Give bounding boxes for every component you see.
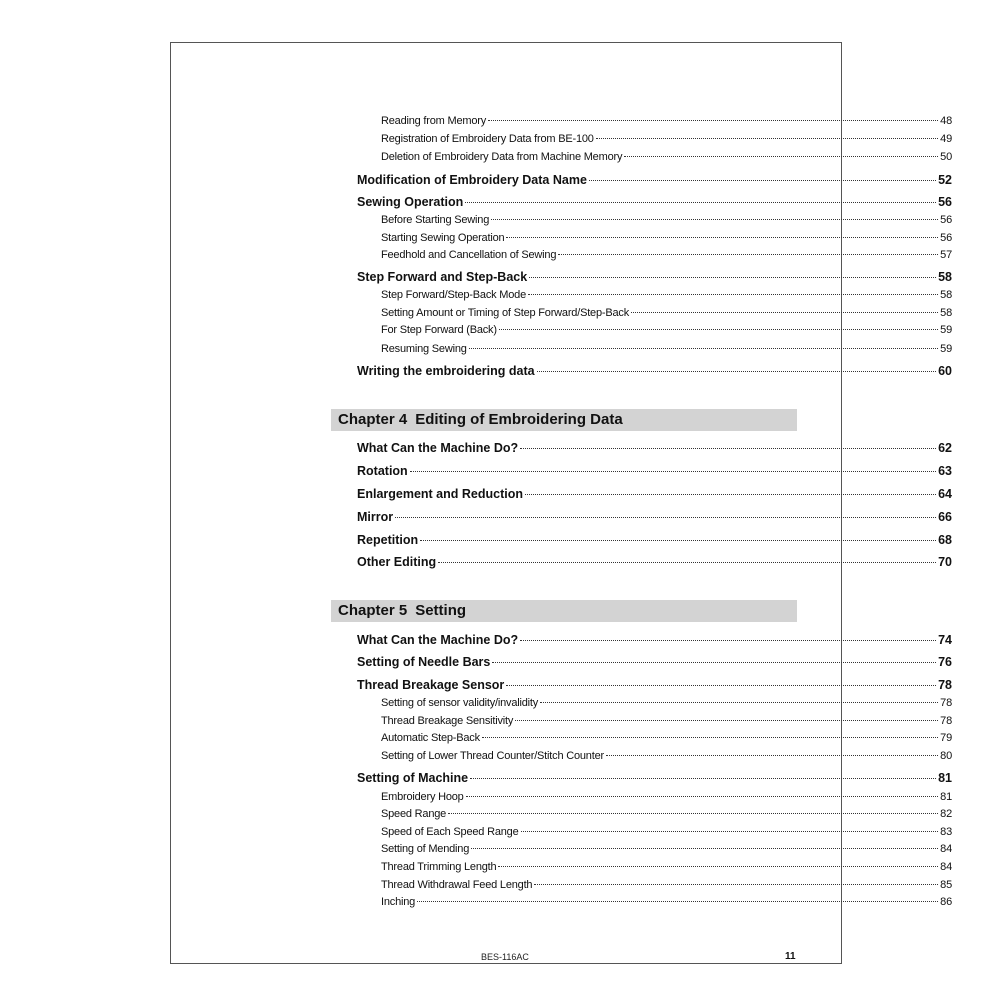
toc-entry-label: Automatic Step-Back (381, 732, 480, 744)
toc-entry-label: Setting of Lower Thread Counter/Stitch Counter (381, 750, 604, 762)
toc-entry-label: Resuming Sewing (381, 343, 467, 355)
dot-leader (506, 237, 938, 238)
toc-entry-page: 50 (940, 151, 952, 163)
toc-section-label: What Can the Machine Do? (357, 633, 519, 647)
toc-section-label: Thread Breakage Sensor (357, 678, 505, 692)
toc-section-label: Setting of Machine (357, 771, 469, 785)
toc-entry (381, 826, 952, 838)
dot-leader (470, 778, 936, 779)
toc-entry-page: 49 (940, 133, 952, 145)
toc-section (357, 510, 952, 524)
dot-leader (537, 371, 937, 372)
chapter-number: Chapter 5 (338, 602, 408, 619)
toc-entry-label: Inching (381, 896, 416, 908)
toc-entry (381, 808, 952, 820)
toc-section (357, 364, 952, 378)
toc-section-label: Sewing Operation (357, 195, 464, 209)
toc-entry-page: 80 (940, 750, 952, 762)
toc-section (357, 270, 952, 284)
toc-section (357, 555, 952, 569)
toc-entry (381, 324, 952, 336)
dot-leader (417, 901, 938, 902)
toc-entry-page: 78 (940, 697, 952, 709)
toc-section (357, 771, 952, 785)
toc-section (357, 195, 952, 209)
toc-entry (381, 697, 952, 709)
toc-section-page: 52 (938, 173, 952, 187)
toc-section-page: 66 (938, 510, 952, 524)
toc-section-label: Other Editing (357, 555, 437, 569)
toc-entry-label: Thread Breakage Sensitivity (381, 715, 514, 727)
toc-entry (381, 791, 952, 803)
chapter-number: Chapter 4 (338, 411, 408, 428)
dot-leader (448, 813, 938, 814)
toc-section-page: 56 (938, 195, 952, 209)
toc-section-page: 64 (938, 487, 952, 501)
dot-leader (624, 156, 938, 157)
toc-entry-label: Step Forward/Step-Back Mode (381, 289, 527, 301)
dot-leader (498, 866, 938, 867)
toc-section-label: Repetition (357, 533, 419, 547)
dot-leader (438, 562, 936, 563)
dot-leader (596, 138, 938, 139)
toc-entry-label: Feedhold and Cancellation of Sewing (381, 249, 557, 261)
toc-entry-label: For Step Forward (Back) (381, 324, 497, 336)
toc-entry-page: 48 (940, 115, 952, 127)
dot-leader (471, 848, 938, 849)
dot-leader (395, 517, 936, 518)
toc-entry (381, 133, 952, 145)
toc-entry-page: 86 (940, 896, 952, 908)
toc-section-page: 68 (938, 533, 952, 547)
footer-page-number: 11 (785, 951, 796, 962)
toc-entry (381, 151, 952, 163)
toc-entry-label: Setting Amount or Timing of Step Forward/Step-Back (381, 307, 630, 319)
toc-section-page: 78 (938, 678, 952, 692)
toc-section-page: 81 (938, 771, 952, 785)
dot-leader (506, 685, 936, 686)
toc-entry (381, 343, 952, 355)
toc-entry-label: Speed Range (381, 808, 447, 820)
toc-section-label: Rotation (357, 464, 408, 478)
chapter-5-heading (331, 600, 797, 622)
toc-entry (381, 843, 952, 855)
toc-section-label: Modification of Embroidery Data Name (357, 173, 587, 187)
toc-entry-page: 59 (940, 324, 952, 336)
dot-leader (466, 796, 939, 797)
toc-entry (381, 879, 952, 891)
dot-leader (492, 662, 936, 663)
dot-leader (499, 329, 938, 330)
toc-section (357, 173, 952, 187)
dot-leader (465, 202, 936, 203)
dot-leader (515, 720, 938, 721)
toc-entry (381, 307, 952, 319)
dot-leader (540, 702, 938, 703)
toc-entry (381, 232, 952, 244)
toc-section-page: 62 (938, 441, 952, 455)
dot-leader (520, 448, 936, 449)
toc-entry-page: 82 (940, 808, 952, 820)
toc-entry-label: Speed of Each Speed Range (381, 826, 519, 838)
toc-entry-page: 57 (940, 249, 952, 261)
toc-entry-page: 56 (940, 232, 952, 244)
toc-entry-page: 83 (940, 826, 952, 838)
toc-entry (381, 214, 952, 226)
dot-leader (469, 348, 939, 349)
toc-section-label: Enlargement and Reduction (357, 487, 523, 501)
toc-section (357, 678, 952, 692)
toc-entry-page: 84 (940, 843, 952, 855)
toc-entry-label: Embroidery Hoop (381, 791, 464, 803)
footer-model-name: BES-116AC (481, 952, 529, 962)
toc-entry-page: 56 (940, 214, 952, 226)
chapter-title: Editing of Embroidering Data (415, 411, 623, 428)
toc-section (357, 655, 952, 669)
toc-entry-page: 81 (940, 791, 952, 803)
toc-entry-label: Setting of sensor validity/invalidity (381, 697, 539, 709)
dot-leader (525, 494, 936, 495)
toc-entry-label: Thread Withdrawal Feed Length (381, 879, 533, 891)
dot-leader (410, 471, 936, 472)
dot-leader (491, 219, 938, 220)
toc-entry-page: 84 (940, 861, 952, 873)
dot-leader (589, 180, 936, 181)
toc-section-page: 63 (938, 464, 952, 478)
dot-leader (482, 737, 938, 738)
toc-section (357, 633, 952, 647)
toc-entry-label: Before Starting Sewing (381, 214, 490, 226)
toc-section-page: 58 (938, 270, 952, 284)
toc-entry (381, 896, 952, 908)
dot-leader (520, 640, 936, 641)
dot-leader (528, 294, 938, 295)
toc-entry-page: 58 (940, 289, 952, 301)
toc-entry-page: 85 (940, 879, 952, 891)
toc-section (357, 464, 952, 478)
toc-entry (381, 115, 952, 127)
toc-section-page: 70 (938, 555, 952, 569)
toc-entry (381, 732, 952, 744)
toc-section-page: 60 (938, 364, 952, 378)
dot-leader (420, 540, 936, 541)
dot-leader (521, 831, 939, 832)
dot-leader (606, 755, 938, 756)
toc-section (357, 441, 952, 455)
toc-section-label: Writing the embroidering data (357, 364, 535, 378)
toc-entry (381, 750, 952, 762)
toc-entry-label: Setting of Mending (381, 843, 470, 855)
toc-entry-page: 78 (940, 715, 952, 727)
toc-entry (381, 249, 952, 261)
toc-section (357, 487, 952, 501)
dot-leader (488, 120, 938, 121)
dot-leader (558, 254, 938, 255)
dot-leader (529, 277, 936, 278)
dot-leader (631, 312, 938, 313)
toc-entry-label: Deletion of Embroidery Data from Machine Memory (381, 151, 623, 163)
toc-section-label: Step Forward and Step-Back (357, 270, 528, 284)
toc-entry (381, 715, 952, 727)
toc-entry (381, 861, 952, 873)
toc-entry-page: 58 (940, 307, 952, 319)
toc-section (357, 533, 952, 547)
chapter-title: Setting (415, 602, 467, 619)
dot-leader (534, 884, 938, 885)
toc-entry-label: Starting Sewing Operation (381, 232, 505, 244)
manual-page (170, 42, 952, 964)
toc-section-page: 74 (938, 633, 952, 647)
toc-entry-label: Thread Trimming Length (381, 861, 497, 873)
toc-section-label: Mirror (357, 510, 394, 524)
chapter-4-heading (331, 409, 797, 431)
toc-entry-page: 79 (940, 732, 952, 744)
toc-section-label: Setting of Needle Bars (357, 655, 491, 669)
toc-entry-label: Reading from Memory (381, 115, 487, 127)
toc-section-label: What Can the Machine Do? (357, 441, 519, 455)
toc-section-page: 76 (938, 655, 952, 669)
toc-entry (381, 289, 952, 301)
toc-entry-page: 59 (940, 343, 952, 355)
toc-entry-label: Registration of Embroidery Data from BE-100 (381, 133, 594, 145)
